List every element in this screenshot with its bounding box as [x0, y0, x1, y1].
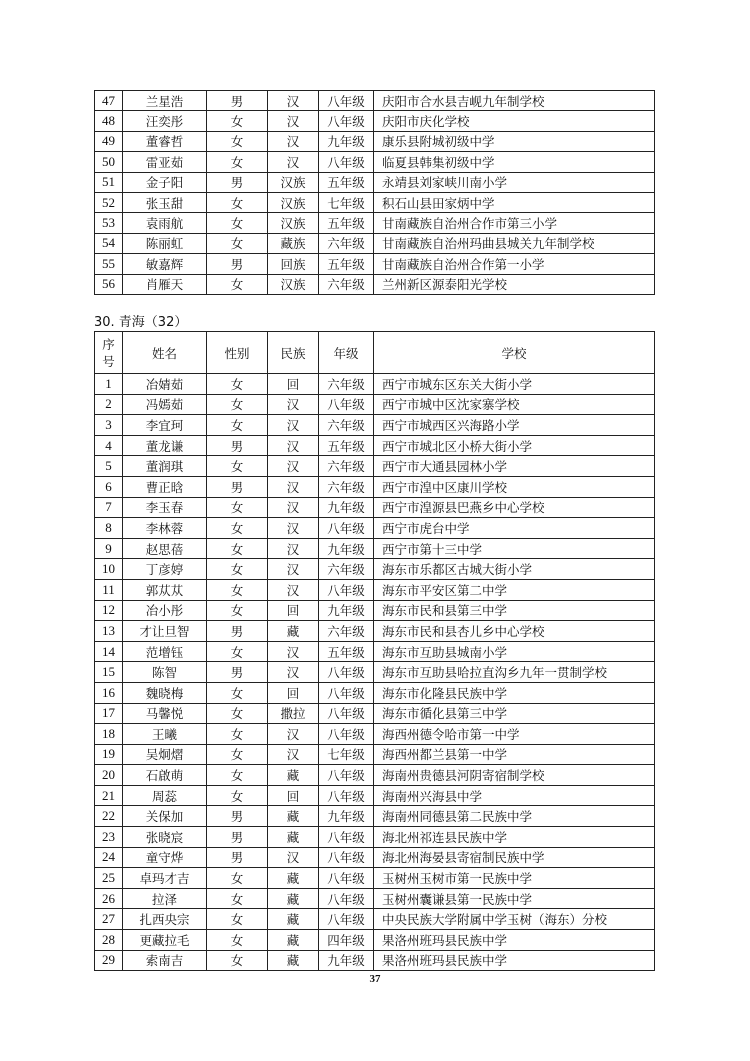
student-name: 卓玛才吉 [123, 868, 207, 889]
student-name: 张玉甜 [123, 192, 207, 212]
student-ethnicity: 藏 [268, 868, 319, 889]
table-row [95, 111, 655, 131]
table-row [95, 91, 655, 111]
student-name: 冯嫣茹 [123, 394, 207, 415]
student-ethnicity: 汉族 [268, 172, 319, 192]
student-ethnicity: 藏族 [268, 233, 319, 253]
student-ethnicity: 藏 [268, 909, 319, 930]
student-name: 雷亚茹 [123, 152, 207, 172]
table-row [95, 641, 655, 662]
header-row [95, 332, 655, 374]
row-number: 56 [95, 274, 123, 294]
student-ethnicity: 汉 [268, 394, 319, 415]
student-gender: 女 [207, 538, 268, 559]
student-school: 海东市乐都区古城大街小学 [374, 559, 655, 580]
header-grade: 年级 [319, 332, 374, 374]
student-gender: 男 [207, 621, 268, 642]
student-grade: 八年级 [319, 888, 374, 909]
table-row [95, 254, 655, 274]
student-ethnicity: 汉 [268, 111, 319, 131]
student-school: 西宁市大通县园林小学 [374, 456, 655, 477]
row-number: 11 [95, 579, 123, 600]
student-grade: 八年级 [319, 765, 374, 786]
table-row [95, 374, 655, 395]
student-grade: 六年级 [319, 476, 374, 497]
table-row [95, 888, 655, 909]
student-grade: 五年级 [319, 435, 374, 456]
row-number: 1 [95, 374, 123, 395]
student-name: 王曦 [123, 724, 207, 745]
student-school: 海西州都兰县第一中学 [374, 744, 655, 765]
student-school: 兰州新区源泰阳光学校 [374, 274, 655, 294]
student-gender: 男 [207, 254, 268, 274]
student-name: 周蕊 [123, 785, 207, 806]
table-row [95, 703, 655, 724]
row-number: 10 [95, 559, 123, 580]
student-name: 才让旦智 [123, 621, 207, 642]
student-grade: 五年级 [319, 213, 374, 233]
row-number: 20 [95, 765, 123, 786]
student-ethnicity: 藏 [268, 930, 319, 951]
student-ethnicity: 藏 [268, 950, 319, 971]
student-gender: 女 [207, 682, 268, 703]
student-school: 康乐县附城初级中学 [374, 131, 655, 151]
student-school: 海南州兴海县中学 [374, 785, 655, 806]
table-row [95, 806, 655, 827]
student-name: 吴炯熠 [123, 744, 207, 765]
student-grade: 八年级 [319, 111, 374, 131]
student-grade: 五年级 [319, 641, 374, 662]
row-number: 18 [95, 724, 123, 745]
student-name: 范增钰 [123, 641, 207, 662]
table-row [95, 476, 655, 497]
student-gender: 女 [207, 641, 268, 662]
student-grade: 八年级 [319, 724, 374, 745]
row-number: 16 [95, 682, 123, 703]
student-grade: 八年级 [319, 827, 374, 848]
student-school: 临夏县韩集初级中学 [374, 152, 655, 172]
table-row [95, 559, 655, 580]
row-number: 13 [95, 621, 123, 642]
student-name: 冶婧茹 [123, 374, 207, 395]
student-grade: 八年级 [319, 518, 374, 539]
student-ethnicity: 藏 [268, 621, 319, 642]
student-school: 积石山县田家炳中学 [374, 192, 655, 212]
row-number: 22 [95, 806, 123, 827]
student-grade: 九年级 [319, 131, 374, 151]
row-number: 19 [95, 744, 123, 765]
table-row [95, 172, 655, 192]
student-grade: 八年级 [319, 682, 374, 703]
row-number: 7 [95, 497, 123, 518]
student-grade: 六年级 [319, 274, 374, 294]
student-school: 海东市平安区第二中学 [374, 579, 655, 600]
student-name: 李林蓉 [123, 518, 207, 539]
table-row [95, 394, 655, 415]
qinghai-table-body [95, 374, 655, 971]
row-number: 54 [95, 233, 123, 253]
student-gender: 女 [207, 213, 268, 233]
student-ethnicity: 汉 [268, 497, 319, 518]
student-gender: 女 [207, 888, 268, 909]
student-ethnicity: 汉 [268, 641, 319, 662]
row-number: 12 [95, 600, 123, 621]
student-gender: 女 [207, 744, 268, 765]
student-name: 陈智 [123, 662, 207, 683]
student-school: 海北州祁连县民族中学 [374, 827, 655, 848]
student-ethnicity: 汉 [268, 435, 319, 456]
student-gender: 女 [207, 703, 268, 724]
student-grade: 八年级 [319, 847, 374, 868]
table-row [95, 497, 655, 518]
table-row [95, 827, 655, 848]
student-school: 西宁市湟中区康川学校 [374, 476, 655, 497]
student-name: 董龙谦 [123, 435, 207, 456]
student-school: 海北州海晏县寄宿制民族中学 [374, 847, 655, 868]
row-number: 53 [95, 213, 123, 233]
student-gender: 女 [207, 785, 268, 806]
student-ethnicity: 汉 [268, 662, 319, 683]
student-name: 关保加 [123, 806, 207, 827]
student-gender: 男 [207, 91, 268, 111]
student-ethnicity: 汉族 [268, 274, 319, 294]
row-number: 8 [95, 518, 123, 539]
student-gender: 男 [207, 806, 268, 827]
student-school: 西宁市城中区沈家寨学校 [374, 394, 655, 415]
student-gender: 女 [207, 152, 268, 172]
row-number: 17 [95, 703, 123, 724]
student-ethnicity: 回 [268, 785, 319, 806]
row-number: 23 [95, 827, 123, 848]
student-ethnicity: 汉 [268, 415, 319, 436]
table-row [95, 600, 655, 621]
student-gender: 女 [207, 456, 268, 477]
table-row [95, 213, 655, 233]
page-number: 37 [369, 973, 381, 985]
student-grade: 八年级 [319, 785, 374, 806]
student-gender: 女 [207, 111, 268, 131]
student-name: 郭苁苁 [123, 579, 207, 600]
student-name: 李玉春 [123, 497, 207, 518]
student-ethnicity: 汉族 [268, 192, 319, 212]
student-ethnicity: 汉 [268, 847, 319, 868]
student-grade: 八年级 [319, 394, 374, 415]
student-grade: 七年级 [319, 192, 374, 212]
student-school: 西宁市城西区兴海路小学 [374, 415, 655, 436]
student-ethnicity: 汉 [268, 744, 319, 765]
table-row [95, 785, 655, 806]
table-row [95, 868, 655, 889]
row-number: 47 [95, 91, 123, 111]
student-gender: 女 [207, 559, 268, 580]
student-school: 海东市互助县哈拉直沟乡九年一贯制学校 [374, 662, 655, 683]
student-gender: 女 [207, 192, 268, 212]
student-grade: 八年级 [319, 579, 374, 600]
student-grade: 六年级 [319, 233, 374, 253]
table-row [95, 415, 655, 436]
student-gender: 女 [207, 518, 268, 539]
student-name: 曹正晗 [123, 476, 207, 497]
student-grade: 六年级 [319, 374, 374, 395]
student-school: 海南州贵德县河阴寄宿制学校 [374, 765, 655, 786]
student-name: 冶小彤 [123, 600, 207, 621]
student-ethnicity: 汉 [268, 579, 319, 600]
student-name: 石啟萌 [123, 765, 207, 786]
student-school: 西宁市城北区小桥大街小学 [374, 435, 655, 456]
student-ethnicity: 汉 [268, 476, 319, 497]
row-number: 24 [95, 847, 123, 868]
table-row [95, 744, 655, 765]
student-gender: 女 [207, 131, 268, 151]
student-grade: 六年级 [319, 621, 374, 642]
student-school: 西宁市湟源县巴燕乡中心学校 [374, 497, 655, 518]
student-school: 海东市化隆县民族中学 [374, 682, 655, 703]
student-ethnicity: 藏 [268, 806, 319, 827]
student-name: 李宜珂 [123, 415, 207, 436]
section-title: 30. 青海（32） [94, 315, 188, 330]
student-gender: 女 [207, 600, 268, 621]
row-number: 3 [95, 415, 123, 436]
table-row [95, 233, 655, 253]
student-grade: 八年级 [319, 662, 374, 683]
row-number: 49 [95, 131, 123, 151]
student-name: 索南吉 [123, 950, 207, 971]
student-grade: 六年级 [319, 456, 374, 477]
qinghai-table-header [95, 332, 655, 374]
student-ethnicity: 汉 [268, 559, 319, 580]
table-row [95, 131, 655, 151]
student-grade: 八年级 [319, 909, 374, 930]
student-name: 拉泽 [123, 888, 207, 909]
row-number: 25 [95, 868, 123, 889]
header-school: 学校 [374, 332, 655, 374]
student-gender: 男 [207, 476, 268, 497]
student-gender: 女 [207, 765, 268, 786]
header-ethnicity: 民族 [268, 332, 319, 374]
student-name: 扎西央宗 [123, 909, 207, 930]
student-gender: 男 [207, 662, 268, 683]
student-school: 果洛州班玛县民族中学 [374, 950, 655, 971]
student-grade: 五年级 [319, 254, 374, 274]
gansu-students-table [94, 90, 655, 295]
student-school: 海东市民和县杏儿乡中心学校 [374, 621, 655, 642]
row-number: 48 [95, 111, 123, 131]
header-gender: 性别 [207, 332, 268, 374]
student-school: 永靖县刘家峡川南小学 [374, 172, 655, 192]
student-gender: 女 [207, 374, 268, 395]
row-number: 15 [95, 662, 123, 683]
table-row [95, 765, 655, 786]
student-gender: 女 [207, 274, 268, 294]
student-name: 袁雨航 [123, 213, 207, 233]
student-ethnicity: 藏 [268, 827, 319, 848]
row-number: 2 [95, 394, 123, 415]
table-row [95, 621, 655, 642]
student-school: 玉树州玉树市第一民族中学 [374, 868, 655, 889]
header-seq [95, 332, 123, 374]
student-ethnicity: 回族 [268, 254, 319, 274]
table-row [95, 930, 655, 951]
student-ethnicity: 撒拉 [268, 703, 319, 724]
row-number: 29 [95, 950, 123, 971]
student-grade: 八年级 [319, 91, 374, 111]
student-school: 海西州德令哈市第一中学 [374, 724, 655, 745]
student-ethnicity: 汉 [268, 538, 319, 559]
row-number: 4 [95, 435, 123, 456]
student-ethnicity: 汉族 [268, 213, 319, 233]
table-row [95, 152, 655, 172]
student-name: 兰星浩 [123, 91, 207, 111]
student-school: 海南州同德县第二民族中学 [374, 806, 655, 827]
row-number: 5 [95, 456, 123, 477]
student-grade: 六年级 [319, 415, 374, 436]
student-ethnicity: 回 [268, 374, 319, 395]
student-gender: 男 [207, 435, 268, 456]
student-grade: 五年级 [319, 172, 374, 192]
student-school: 庆阳市庆化学校 [374, 111, 655, 131]
student-school: 甘南藏族自治州合作第一小学 [374, 254, 655, 274]
student-name: 魏晓梅 [123, 682, 207, 703]
student-name: 汪奕彤 [123, 111, 207, 131]
student-school: 西宁市虎台中学 [374, 518, 655, 539]
student-name: 敏嘉辉 [123, 254, 207, 274]
student-name: 董润琪 [123, 456, 207, 477]
header-seq-line1: 序 [102, 336, 115, 352]
student-name: 马馨悦 [123, 703, 207, 724]
row-number: 21 [95, 785, 123, 806]
table-row [95, 682, 655, 703]
student-school: 玉树州囊谦县第一民族中学 [374, 888, 655, 909]
student-grade: 九年级 [319, 538, 374, 559]
table-row [95, 456, 655, 477]
table-row [95, 274, 655, 294]
student-gender: 女 [207, 394, 268, 415]
student-name: 童守烨 [123, 847, 207, 868]
student-grade: 八年级 [319, 152, 374, 172]
student-gender: 女 [207, 415, 268, 436]
student-gender: 男 [207, 847, 268, 868]
student-gender: 女 [207, 909, 268, 930]
student-gender: 女 [207, 950, 268, 971]
row-number: 50 [95, 152, 123, 172]
student-grade: 八年级 [319, 703, 374, 724]
table-row [95, 909, 655, 930]
student-grade: 六年级 [319, 559, 374, 580]
student-school: 西宁市城东区东关大街小学 [374, 374, 655, 395]
row-number: 14 [95, 641, 123, 662]
table-row [95, 435, 655, 456]
student-ethnicity: 汉 [268, 152, 319, 172]
table-row [95, 724, 655, 745]
row-number: 26 [95, 888, 123, 909]
student-gender: 女 [207, 497, 268, 518]
student-name: 肖雁天 [123, 274, 207, 294]
student-grade: 四年级 [319, 930, 374, 951]
student-name: 赵思蓓 [123, 538, 207, 559]
row-number: 51 [95, 172, 123, 192]
table-row [95, 662, 655, 683]
student-ethnicity: 汉 [268, 456, 319, 477]
header-seq-line2: 号 [102, 353, 115, 369]
header-name: 姓名 [123, 332, 207, 374]
row-number: 27 [95, 909, 123, 930]
student-name: 丁彦婷 [123, 559, 207, 580]
student-gender: 女 [207, 724, 268, 745]
student-gender: 男 [207, 172, 268, 192]
student-ethnicity: 汉 [268, 91, 319, 111]
student-gender: 女 [207, 579, 268, 600]
student-gender: 女 [207, 930, 268, 951]
row-number: 9 [95, 538, 123, 559]
student-ethnicity: 藏 [268, 888, 319, 909]
student-name: 张晓宸 [123, 827, 207, 848]
student-grade: 七年级 [319, 744, 374, 765]
student-ethnicity: 汉 [268, 724, 319, 745]
student-school: 中央民族大学附属中学玉树（海东）分校 [374, 909, 655, 930]
student-grade: 九年级 [319, 806, 374, 827]
student-ethnicity: 汉 [268, 131, 319, 151]
student-gender: 男 [207, 827, 268, 848]
student-ethnicity: 汉 [268, 518, 319, 539]
student-ethnicity: 藏 [268, 765, 319, 786]
student-school: 海东市循化县第三中学 [374, 703, 655, 724]
student-grade: 九年级 [319, 497, 374, 518]
row-number: 55 [95, 254, 123, 274]
row-number: 6 [95, 476, 123, 497]
qinghai-students-table [94, 331, 655, 971]
student-school: 西宁市第十三中学 [374, 538, 655, 559]
student-school: 甘南藏族自治州玛曲县城关九年制学校 [374, 233, 655, 253]
gansu-table-body [95, 91, 655, 295]
table-row [95, 538, 655, 559]
student-ethnicity: 回 [268, 600, 319, 621]
student-gender: 女 [207, 233, 268, 253]
student-grade: 九年级 [319, 950, 374, 971]
table-row [95, 518, 655, 539]
table-row [95, 847, 655, 868]
student-grade: 八年级 [319, 868, 374, 889]
table-row [95, 950, 655, 971]
student-name: 陈丽虹 [123, 233, 207, 253]
table-row [95, 192, 655, 212]
student-name: 更藏拉毛 [123, 930, 207, 951]
row-number: 52 [95, 192, 123, 212]
student-ethnicity: 回 [268, 682, 319, 703]
student-name: 董睿哲 [123, 131, 207, 151]
row-number: 28 [95, 930, 123, 951]
table-row [95, 579, 655, 600]
student-school: 果洛州班玛县民族中学 [374, 930, 655, 951]
student-name: 金子阳 [123, 172, 207, 192]
student-school: 海东市互助县城南小学 [374, 641, 655, 662]
student-school: 甘南藏族自治州合作市第三小学 [374, 213, 655, 233]
student-grade: 九年级 [319, 600, 374, 621]
student-school: 庆阳市合水县吉岘九年制学校 [374, 91, 655, 111]
student-gender: 女 [207, 868, 268, 889]
student-school: 海东市民和县第三中学 [374, 600, 655, 621]
